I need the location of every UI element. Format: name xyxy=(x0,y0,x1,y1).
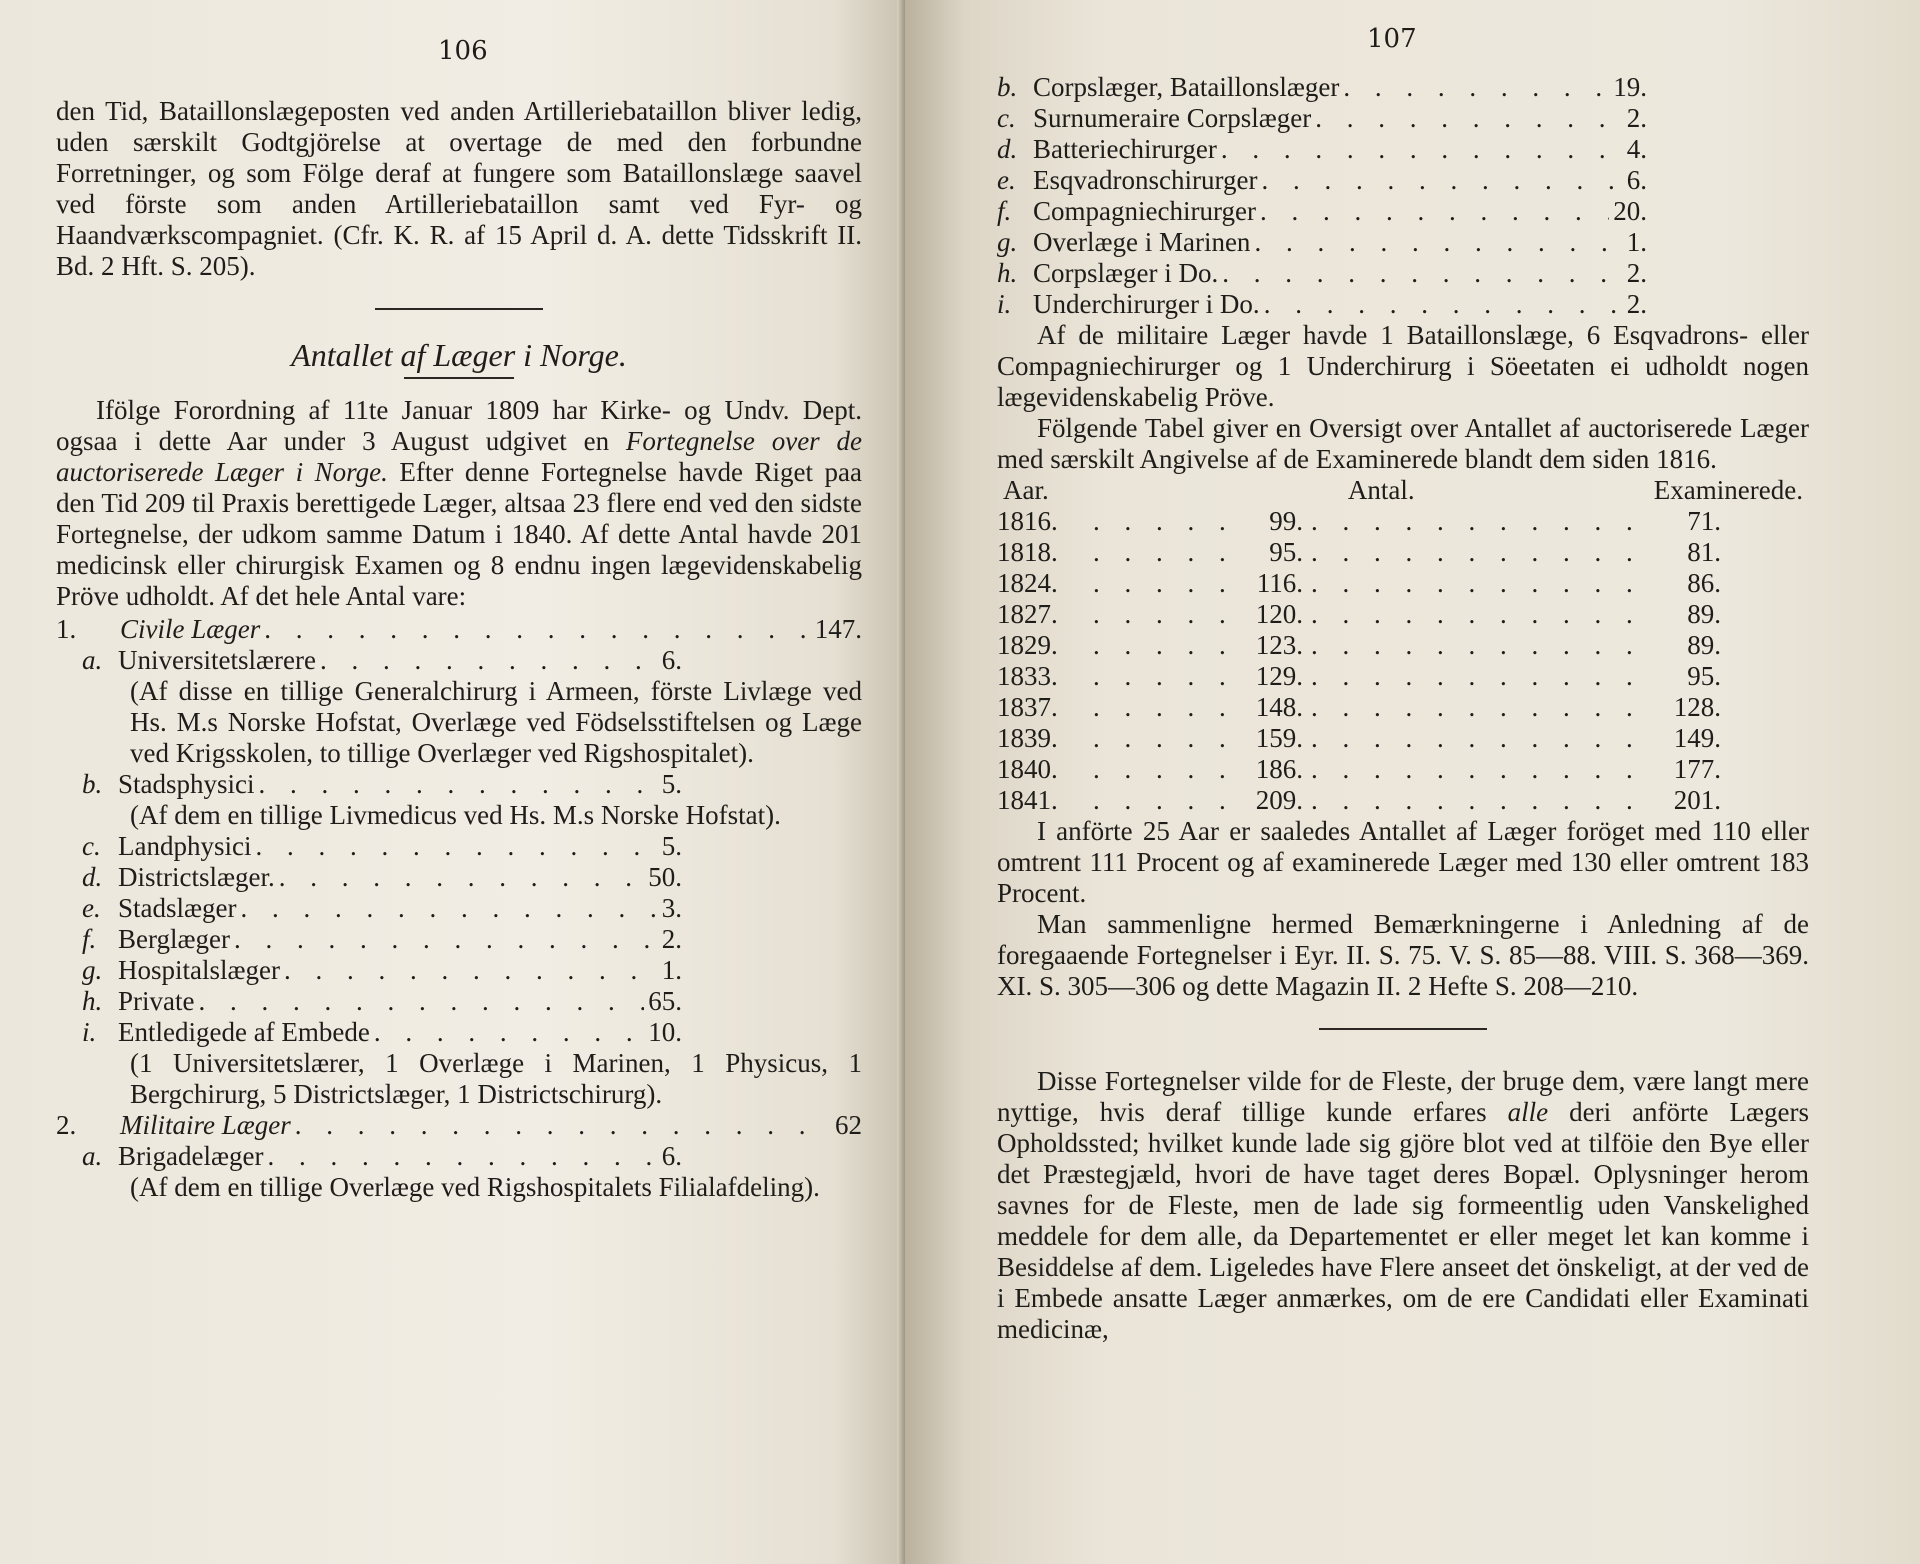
item-label: Universitetslærere xyxy=(118,645,316,675)
leader-dots xyxy=(1093,568,1243,599)
count-cell: 186. xyxy=(1255,754,1303,784)
leader-dots xyxy=(1303,692,1651,723)
item-mark: i. xyxy=(82,1017,97,1047)
item-value: 2. xyxy=(661,924,682,954)
right-page xyxy=(905,0,1920,1564)
item-mark: h. xyxy=(997,258,1018,288)
item-value: 4. xyxy=(1626,134,1647,164)
table-row xyxy=(997,506,1809,537)
item-label: Hospitalslæger xyxy=(118,955,280,985)
item-value: 6. xyxy=(661,1141,682,1171)
count-cell: 99. xyxy=(1269,506,1303,536)
divider xyxy=(375,308,543,310)
leader-dots xyxy=(255,831,657,862)
year-cell: 1839. xyxy=(997,723,1058,753)
leader-dots xyxy=(1303,723,1651,754)
leader-dots xyxy=(1093,537,1243,568)
item-value: 6. xyxy=(661,645,682,675)
sublist-row xyxy=(56,924,682,955)
item-number: 1. xyxy=(56,614,77,644)
leader-dots xyxy=(1093,754,1243,785)
item-label: Stadsphysici xyxy=(118,769,255,799)
year-cell: 1840. xyxy=(997,754,1058,784)
item-label: Militaire Læger xyxy=(120,1110,291,1140)
examined-cell: 81. xyxy=(1687,537,1721,567)
table-row xyxy=(997,630,1809,661)
count-cell: 123. xyxy=(1255,630,1303,660)
leader-dots xyxy=(1303,568,1651,599)
item-note: (Af dem en tillige Overlæge ved Rigshospitalets Filialafdeling). xyxy=(130,1172,820,1202)
table-row xyxy=(997,537,1809,568)
item-label: Private xyxy=(118,986,195,1016)
sublist-item xyxy=(56,862,862,893)
item-label: Districtslæger. xyxy=(118,862,275,892)
item-value: 6. xyxy=(1626,165,1647,195)
table-row xyxy=(997,568,1809,599)
year-cell: 1824. xyxy=(997,568,1058,598)
sublist-item xyxy=(997,227,1647,258)
leader-dots xyxy=(264,614,811,645)
column-header: Examinerede. xyxy=(1653,475,1803,505)
item-value: 20. xyxy=(1613,196,1647,226)
item-mark: e. xyxy=(82,893,101,923)
item-mark: c. xyxy=(997,103,1016,133)
item-value: 19. xyxy=(1613,72,1647,102)
table-header xyxy=(997,475,1809,506)
sublist-item xyxy=(997,72,1647,103)
item-mark: a. xyxy=(82,1141,103,1171)
sublist-item xyxy=(56,955,862,986)
left-page xyxy=(0,0,905,1564)
item-label: Compagniechirurger xyxy=(1033,196,1256,226)
paragraph xyxy=(997,1066,1809,1345)
leader-dots xyxy=(1264,289,1623,320)
list-item-militaire xyxy=(56,1110,862,1141)
count-cell: 95. xyxy=(1269,537,1303,567)
right-text-block xyxy=(997,72,1809,1345)
sublist-row xyxy=(56,862,682,893)
leader-dots xyxy=(1303,785,1651,816)
count-cell: 209. xyxy=(1255,785,1303,815)
leader-dots xyxy=(1343,72,1609,103)
leader-dots xyxy=(1303,599,1651,630)
item-value: 2. xyxy=(1626,258,1647,288)
leader-dots xyxy=(267,1141,657,1172)
intro-paragraph-2 xyxy=(56,395,862,612)
item-value: 50. xyxy=(648,862,682,892)
table-body xyxy=(997,506,1809,816)
paragraph: I anförte 25 Aar er saaledes Antallet af Læger foröget med 110 eller omtrent 111 Procent og af examinerede Læger med 130 eller omtrent 183 Procent. xyxy=(997,816,1809,908)
sublist-item xyxy=(997,258,1647,289)
year-cell: 1818. xyxy=(997,537,1058,567)
para-italic-title: Fortegnelse over de auctoriserede Læger i Norge. xyxy=(56,426,863,487)
leader-dots xyxy=(1093,723,1243,754)
para-text: Disse Fortegnelser vilde for de Fleste, der bruge dem, være langt mere nyttige, hvis deraf tillige kunde erfares xyxy=(997,1066,1809,1127)
year-cell: 1841. xyxy=(997,785,1058,815)
page-number: 106 xyxy=(438,36,488,66)
item-mark: h. xyxy=(82,986,103,1016)
leader-dots xyxy=(234,924,658,955)
sublist-row xyxy=(56,893,682,924)
examined-cell: 95. xyxy=(1687,661,1721,691)
militaire-sublist-continued xyxy=(997,72,1647,320)
item-mark: i. xyxy=(997,289,1012,319)
leader-dots xyxy=(1303,661,1651,692)
item-label: Stadslæger xyxy=(118,893,237,923)
sublist-item xyxy=(997,103,1647,134)
item-label: Corpslæger i Do. xyxy=(1033,258,1219,288)
item-label: Berglæger xyxy=(118,924,230,954)
leader-dots xyxy=(320,645,658,676)
leader-dots xyxy=(259,769,658,800)
sublist-row xyxy=(56,1141,682,1172)
item-label: Entledigede af Embede xyxy=(118,1017,370,1047)
examined-cell: 89. xyxy=(1687,599,1721,629)
paragraph: Af de militaire Læger havde 1 Bataillonslæge, 6 Esqvadrons- eller Compagniechirurger og 1 Underchirurg i Söeetaten ei udholdt nogen lægevidenskabelig Pröve. xyxy=(997,320,1809,412)
sublist-row xyxy=(56,955,682,986)
year-cell: 1837. xyxy=(997,692,1058,722)
leader-dots xyxy=(1221,134,1623,165)
item-note: (Af disse en tillige Generalchirurg i Armeen, förste Livlæge ved Hs. M.s Norske Hofstat, Overlæge ved Födselsstiftelsen og Læge ved Krigsskolen, to tillige Overlæger ved Rigshospitalet). xyxy=(130,676,862,768)
table-row xyxy=(997,785,1809,816)
leader-dots xyxy=(1222,258,1623,289)
item-mark: d. xyxy=(82,862,103,892)
sublist-item xyxy=(56,831,862,862)
examined-cell: 71. xyxy=(1687,506,1721,536)
table-row xyxy=(997,723,1809,754)
paragraph: Man sammenligne hermed Bemærkningerne i Anledning af de foregaaende Fortegnelser i Eyr. II. S. 75. V. S. 85—88. VIII. S. 368—369. XI. S. 305—306 og dette Magazin II. 2 Hefte S. 208—210. xyxy=(997,909,1809,1001)
left-text-block xyxy=(56,96,862,1203)
sublist-row xyxy=(56,986,682,1017)
count-cell: 129. xyxy=(1255,661,1303,691)
section-heading: Antallet af Læger i Norge. xyxy=(291,337,627,373)
item-label: Batteriechirurger xyxy=(1033,134,1217,164)
sublist-row xyxy=(997,227,1647,258)
count-cell: 159. xyxy=(1255,723,1303,753)
sublist-item xyxy=(997,165,1647,196)
year-cell: 1827. xyxy=(997,599,1058,629)
table-row xyxy=(997,754,1809,785)
leader-dots xyxy=(1093,785,1243,816)
sublist-item xyxy=(56,924,862,955)
count-cell: 120. xyxy=(1255,599,1303,629)
item-number: 2. xyxy=(56,1110,77,1140)
item-mark: b. xyxy=(997,72,1018,102)
sublist-row xyxy=(56,769,682,800)
item-mark: f. xyxy=(997,196,1012,226)
para-text: Efter denne Fortegnelse havde Riget paa den Tid 209 til Praxis berettigede Læger, altsaa 23 flere end ved den sidste Fortegnelse, der udkom samme Datum i 1840. Af dette Antal havde 201 medicinsk eller chirurgisk Examen og 8 endnu ingen lægevidenskabelig Pröve udholdt. Af det hele Antal vare: xyxy=(56,457,862,611)
paragraph: Fölgende Tabel giver en Oversigt over Antallet af auctoriserede Læger med særskilt Angivelse af de Examinerede blandt dem siden 1816. xyxy=(997,413,1809,474)
sublist-row xyxy=(997,103,1647,134)
count-cell: 116. xyxy=(1256,568,1303,598)
sublist-row xyxy=(997,196,1647,227)
sublist-item xyxy=(56,1017,862,1110)
sublist-row xyxy=(56,1017,682,1048)
leader-dots xyxy=(1303,506,1651,537)
item-label: Esqvadronschirurger xyxy=(1033,165,1258,195)
item-label: Overlæge i Marinen xyxy=(1033,227,1251,257)
leader-dots xyxy=(1093,599,1243,630)
militaire-sublist xyxy=(56,1141,862,1203)
item-note: (1 Universitetslærer, 1 Overlæge i Marinen, 1 Physicus, 1 Bergchirurg, 5 Districtslæger, 1 Districtschirurg). xyxy=(130,1048,862,1109)
sublist-row xyxy=(56,831,682,862)
item-label: Brigadelæger xyxy=(118,1141,264,1171)
leader-dots xyxy=(241,893,658,924)
item-mark: e. xyxy=(997,165,1016,195)
para-italic-word: alle xyxy=(1507,1097,1549,1127)
leader-dots xyxy=(198,986,644,1017)
item-value: 2. xyxy=(1626,289,1647,319)
year-cell: 1829. xyxy=(997,630,1058,660)
sublist-row xyxy=(997,134,1647,165)
sublist-item xyxy=(56,769,862,831)
item-label: Landphysici xyxy=(118,831,252,861)
count-cell: 148. xyxy=(1255,692,1303,722)
item-value: 65. xyxy=(648,986,682,1016)
table-row xyxy=(997,599,1809,630)
year-cell: 1833. xyxy=(997,661,1058,691)
leader-dots xyxy=(279,862,645,893)
sublist-row xyxy=(997,289,1647,320)
item-mark: c. xyxy=(82,831,101,861)
item-label: Civile Læger xyxy=(120,614,261,644)
examined-cell: 201. xyxy=(1673,785,1721,815)
leader-dots xyxy=(1093,661,1243,692)
page-number: 107 xyxy=(1367,24,1417,54)
item-mark: f. xyxy=(82,924,97,954)
para-text: deri anförte Lægers Opholdssted; hvilket kunde lade sig gjöre blot ved at tilföie den Bye eller det Præstegjæld, hvori de have taget deres Bopæl. Oplysninger herom savnes for de Fleste, men de lade sig formeentlig uden Vanskelighed meddele for dem alle, da Departementet er eller meget let kan komme i Besiddelse af dem. Ligeledes have Flere anseet det önskeligt, at der ved de i Embede ansatte Læger anmærkes, om de ere Candidati eller Examinati medicinæ, xyxy=(997,1097,1809,1344)
sublist-row xyxy=(997,258,1647,289)
leader-dots xyxy=(284,955,658,986)
sublist-item xyxy=(997,134,1647,165)
examined-cell: 128. xyxy=(1673,692,1721,722)
leader-dots xyxy=(1315,103,1623,134)
item-mark: a. xyxy=(82,645,103,675)
item-value: 2. xyxy=(1626,103,1647,133)
intro-paragraph: den Tid, Bataillonslægeposten ved anden Artilleriebataillon bliver ledig, uden særskilt Godtgjörelse at overtage de med den forbundne Forretninger, og som Fölge deraf at fungere som Bataillonslæge saavel ved förste som anden Artilleriebataillon samt ved Fyr- og Haandværkscompagniet. (Cfr. K. R. af 15 April d. A. dette Tidsskrift II. Bd. 2 Hft. S. 205). xyxy=(56,96,862,281)
item-value: 1. xyxy=(661,955,682,985)
heading-underline xyxy=(404,377,514,379)
item-value: 62 xyxy=(835,1110,862,1140)
table-row xyxy=(997,661,1809,692)
leader-dots xyxy=(1303,754,1651,785)
item-value: 10. xyxy=(648,1017,682,1047)
sublist-item xyxy=(56,1141,862,1203)
item-value: 1. xyxy=(1626,227,1647,257)
item-mark: g. xyxy=(997,227,1018,257)
leader-dots xyxy=(1303,537,1651,568)
leader-dots xyxy=(1261,165,1622,196)
sublist-row xyxy=(997,165,1647,196)
para-text: Ifölge Forordning af 11te Januar 1809 har Kirke- og Undv. Dept. ogsaa i dette Aar under 3 August udgivet en xyxy=(56,395,862,456)
examined-cell: 86. xyxy=(1687,568,1721,598)
sublist-item xyxy=(56,986,862,1017)
leader-dots xyxy=(1093,506,1243,537)
examined-cell: 89. xyxy=(1687,630,1721,660)
leader-dots xyxy=(295,1110,831,1141)
leader-dots xyxy=(374,1017,644,1048)
item-value: 147. xyxy=(814,614,862,644)
item-value: 5. xyxy=(661,831,682,861)
leader-dots xyxy=(1303,630,1651,661)
column-header: Antal. xyxy=(1347,475,1415,505)
leader-dots xyxy=(1254,227,1622,258)
examined-cell: 177. xyxy=(1673,754,1721,784)
list-item-civile xyxy=(56,614,862,645)
civile-sublist xyxy=(56,645,862,1110)
leader-dots xyxy=(1093,692,1243,723)
year-cell: 1816. xyxy=(997,506,1058,536)
item-mark: g. xyxy=(82,955,103,985)
item-label: Surnumeraire Corpslæger xyxy=(1033,103,1312,133)
column-header: Aar. xyxy=(1003,475,1049,505)
item-label: Corpslæger, Bataillonslæger xyxy=(1033,72,1340,102)
divider xyxy=(1319,1028,1487,1030)
leader-dots xyxy=(1093,630,1243,661)
item-mark: b. xyxy=(82,769,103,799)
leader-dots xyxy=(1260,196,1609,227)
examined-cell: 149. xyxy=(1673,723,1721,753)
sublist-row xyxy=(56,645,682,676)
sublist-item xyxy=(56,645,862,769)
sublist-item xyxy=(997,289,1647,320)
item-mark: d. xyxy=(997,134,1018,164)
item-value: 3. xyxy=(661,893,682,923)
sublist-row xyxy=(997,72,1647,103)
item-note: (Af dem en tillige Livmedicus ved Hs. M.s Norske Hofstat). xyxy=(130,800,781,830)
item-value: 5. xyxy=(661,769,682,799)
sublist-item xyxy=(56,893,862,924)
table-row xyxy=(997,692,1809,723)
sublist-item xyxy=(997,196,1647,227)
item-label: Underchirurger i Do. xyxy=(1033,289,1260,319)
